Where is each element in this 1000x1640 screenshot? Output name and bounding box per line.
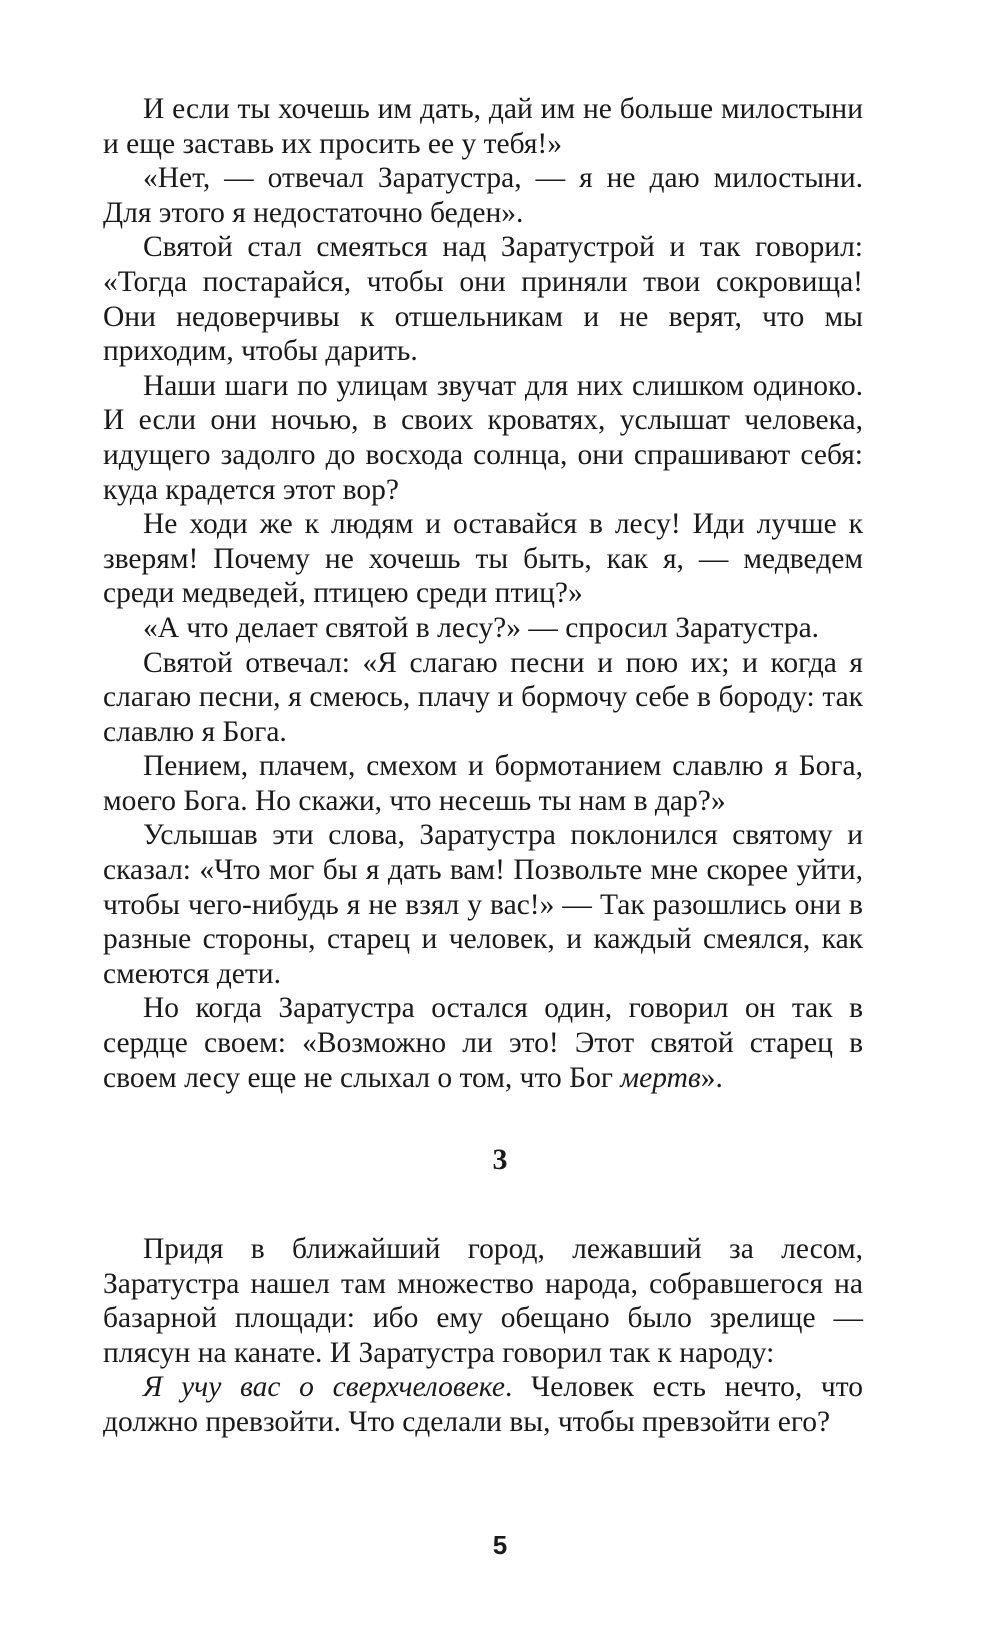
page-number: 5 <box>492 1530 508 1560</box>
section-heading: 3 <box>492 1143 508 1176</box>
paragraph-10-italic: мертв <box>620 1061 701 1094</box>
paragraph-10-lead: Но когда Заратустра остался один, говорил он так в сердце своем: «Возможно ли это! Этот святой старец в своем лесу еще не слыхал о том, что Бог <box>103 992 863 1094</box>
paragraph-10-tail: ». <box>700 1061 723 1094</box>
paragraph-1: И если ты хочешь им дать, дай им не больше милостыни и еще заставь их просить ее у тебя!» <box>103 93 863 160</box>
text-block-section-1 <box>103 92 863 1095</box>
section-3-paragraph-2-italic: Я учу вас о сверхчеловеке <box>143 1371 505 1404</box>
paragraph-9: Услышав эти слова, Заратустра поклонился святому и сказал: «Что мог бы я дать вам! Позвольте мне скорее уйти, чтобы чего-нибудь я не взял у вас!» — Так разошлись они в разные стороны, старец и человек, и каждый смеялся, как смеются дети. <box>103 819 863 990</box>
section-3-paragraph-1: Придя в ближайший город, лежавший за лесом, Заратустра нашел там множество народа, собравшегося на базарной площади: ибо ему обещано было зрелище — плясун на канате. И Заратустра говорил так к народу: <box>103 1233 863 1369</box>
section-3-paragraph-2 <box>103 1370 863 1439</box>
paragraph-2: «Нет, — отвечал Заратустра, — я не даю милостыни. Для этого я недостаточно беден». <box>103 162 863 229</box>
paragraph-8: Пением, плачем, смехом и бормотанием славлю я Бога, моего Бога. Но скажи, что несешь ты нам в дар?» <box>103 750 863 817</box>
paragraph-7: Святой отвечал: «Я слагаю песни и пою их; и когда я слагаю песни, я смеюсь, плачу и бормочу себе в бороду: так славлю я Бога. <box>103 646 863 748</box>
paragraph-6: «А что делает святой в лесу?» — спросил Заратустра. <box>143 611 820 644</box>
paragraph-10 <box>103 991 863 1095</box>
paragraph-3: Святой стал смеяться над Заратустрой и так говорил: «Тогда постарайся, чтобы они приняли твои сокровища! Они недоверчивы к отшельникам и не верят, что мы приходим, чтобы дарить. <box>103 231 863 368</box>
text-block-section-3 <box>103 1232 863 1440</box>
section-3-paragraph-2-tail: . Человек есть нечто, что должно превзойти. Что сделали вы, чтобы превзойти его? <box>103 1371 863 1438</box>
paragraph-4: Наши шаги по улицам звучат для них слишком одиноко. И если они ночью, в своих кроватях, услышат человека, идущего задолго до восхода солнца, они спрашивают себя: куда крадется этот вор? <box>103 369 863 506</box>
paragraph-5: Не ходи же к людям и оставайся в лесу! Иди лучше к зверям! Почему не хочешь ты быть, как я, — медведем среди медведей, птицею среди птиц?» <box>103 508 863 610</box>
